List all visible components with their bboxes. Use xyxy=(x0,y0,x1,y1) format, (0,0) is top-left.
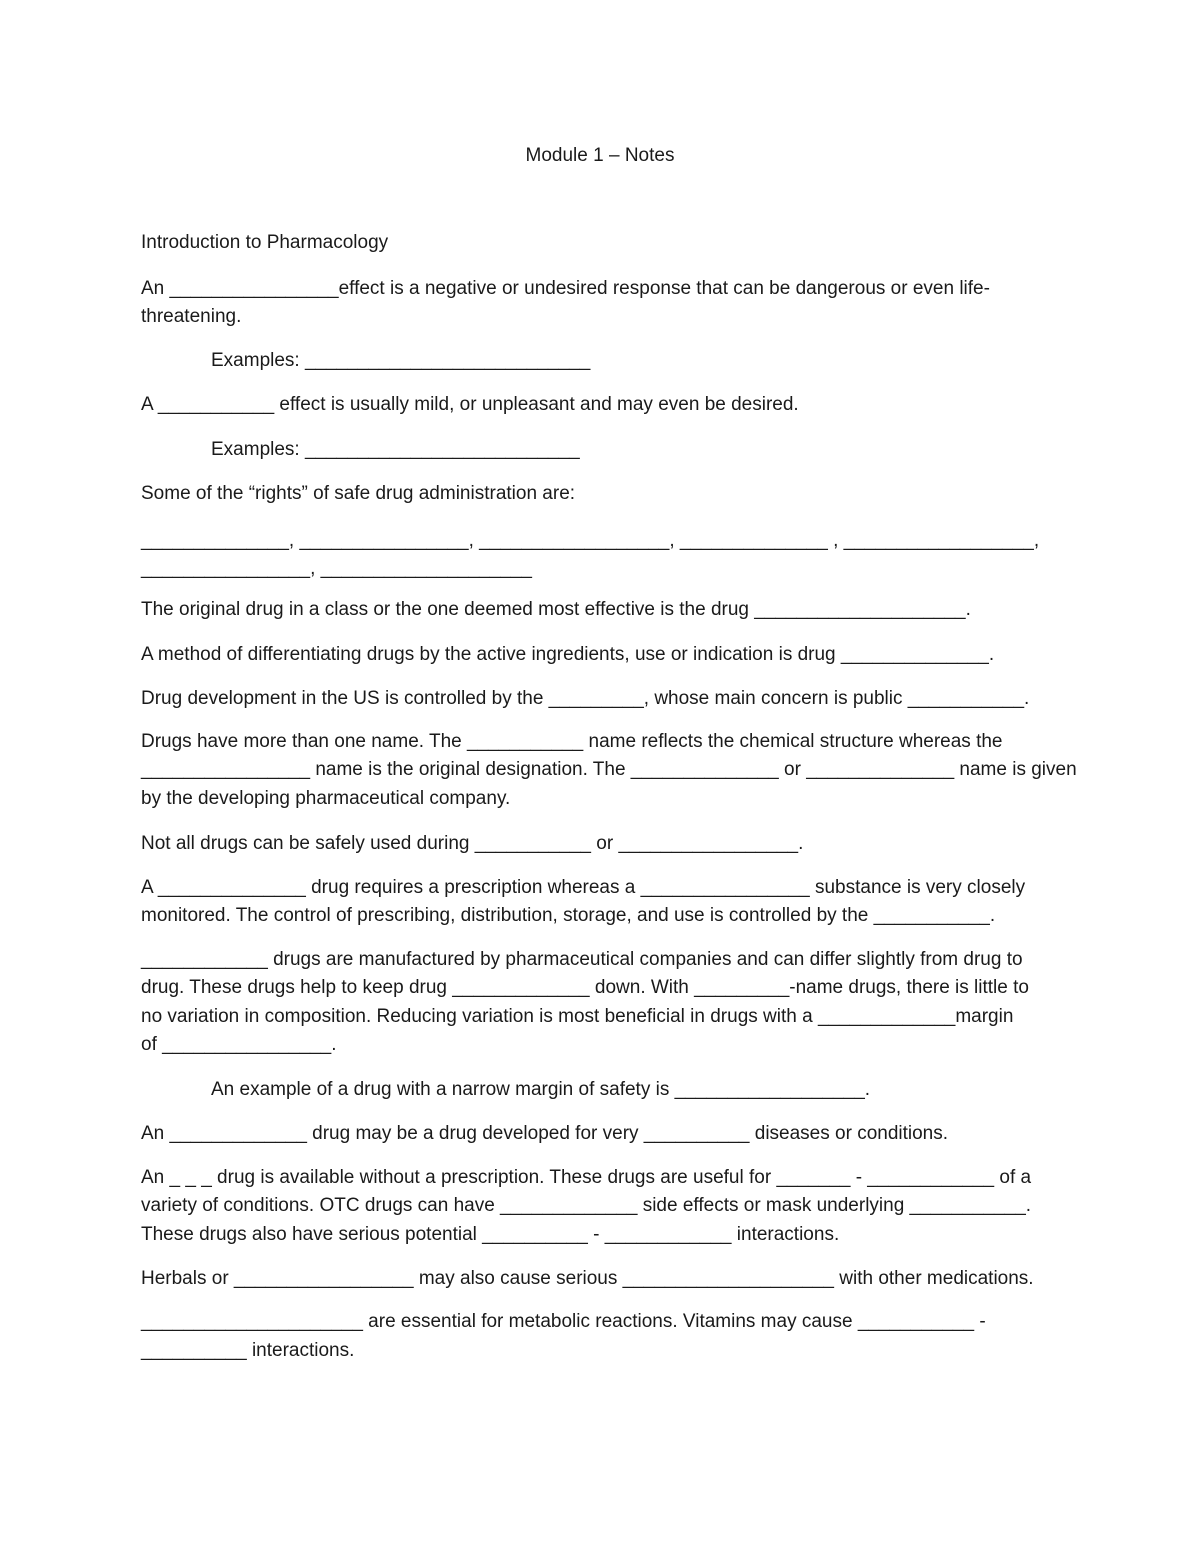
text-line: Examples: __________________________ xyxy=(211,439,580,460)
text-line: of ________________. xyxy=(141,1034,337,1055)
text-line: A ______________ drug requires a prescription whereas a ________________ substance is very closely xyxy=(141,877,1026,898)
text-line: drug. These drugs help to keep drug _____________ down. With _________-name drugs, there is little to xyxy=(141,977,1029,998)
text-line: ________________, ____________________ xyxy=(141,558,532,579)
text-line: variety of conditions. OTC drugs can have _____________ side effects or mask underlying ___________. xyxy=(141,1195,1032,1216)
text-line: A ___________ effect is usually mild, or unpleasant and may even be desired. xyxy=(141,394,799,415)
text-line: __________ interactions. xyxy=(141,1340,355,1361)
text-line: threatening. xyxy=(141,306,242,327)
text-line: Drug development in the US is controlled by the _________, whose main concern is public ___________. xyxy=(141,688,1030,709)
text-line: An _____________ drug may be a drug developed for very __________ diseases or conditions. xyxy=(141,1123,949,1144)
text-line: _____________________ are essential for metabolic reactions. Vitamins may cause ___________ - xyxy=(141,1311,986,1332)
text-line: ______________, ________________, __________________, ______________ , __________________, xyxy=(141,530,1040,551)
text-line: Not all drugs can be safely used during ___________ or _________________. xyxy=(141,833,804,854)
text-line: Some of the “rights” of safe drug administration are: xyxy=(141,483,576,504)
text-line: An ________________effect is a negative or undesired response that can be dangerous or even life- xyxy=(141,278,990,299)
text-line: The original drug in a class or the one deemed most effective is the drug ____________________. xyxy=(141,599,971,620)
text-line: Herbals or _________________ may also cause serious ____________________ with other medications. xyxy=(141,1268,1034,1289)
text-line: no variation in composition. Reducing variation is most beneficial in drugs with a _____________margin xyxy=(141,1006,1014,1027)
text-line: ____________ drugs are manufactured by pharmaceutical companies and can differ slightly from drug to xyxy=(141,949,1023,970)
text-line: by the developing pharmaceutical company. xyxy=(141,788,511,809)
text-line: An example of a drug with a narrow margin of safety is __________________. xyxy=(211,1079,871,1100)
text-line: ________________ name is the original designation. The ______________ or ______________ name is given xyxy=(141,759,1077,780)
text-line: Examples: ___________________________ xyxy=(211,350,591,371)
text-line: These drugs also have serious potential __________ - ____________ interactions. xyxy=(141,1224,840,1245)
text-line: monitored. The control of prescribing, distribution, storage, and use is controlled by the ___________. xyxy=(141,905,996,926)
section-heading: Introduction to Pharmacology xyxy=(141,232,389,253)
text-line: An _ _ _ drug is available without a prescription. These drugs are useful for _______ - ____________ of a xyxy=(141,1167,1032,1188)
text-line: Drugs have more than one name. The ___________ name reflects the chemical structure whereas the xyxy=(141,731,1003,752)
text-line: A method of differentiating drugs by the active ingredients, use or indication is drug ______________. xyxy=(141,644,995,665)
document-title: Module 1 – Notes xyxy=(525,145,675,166)
